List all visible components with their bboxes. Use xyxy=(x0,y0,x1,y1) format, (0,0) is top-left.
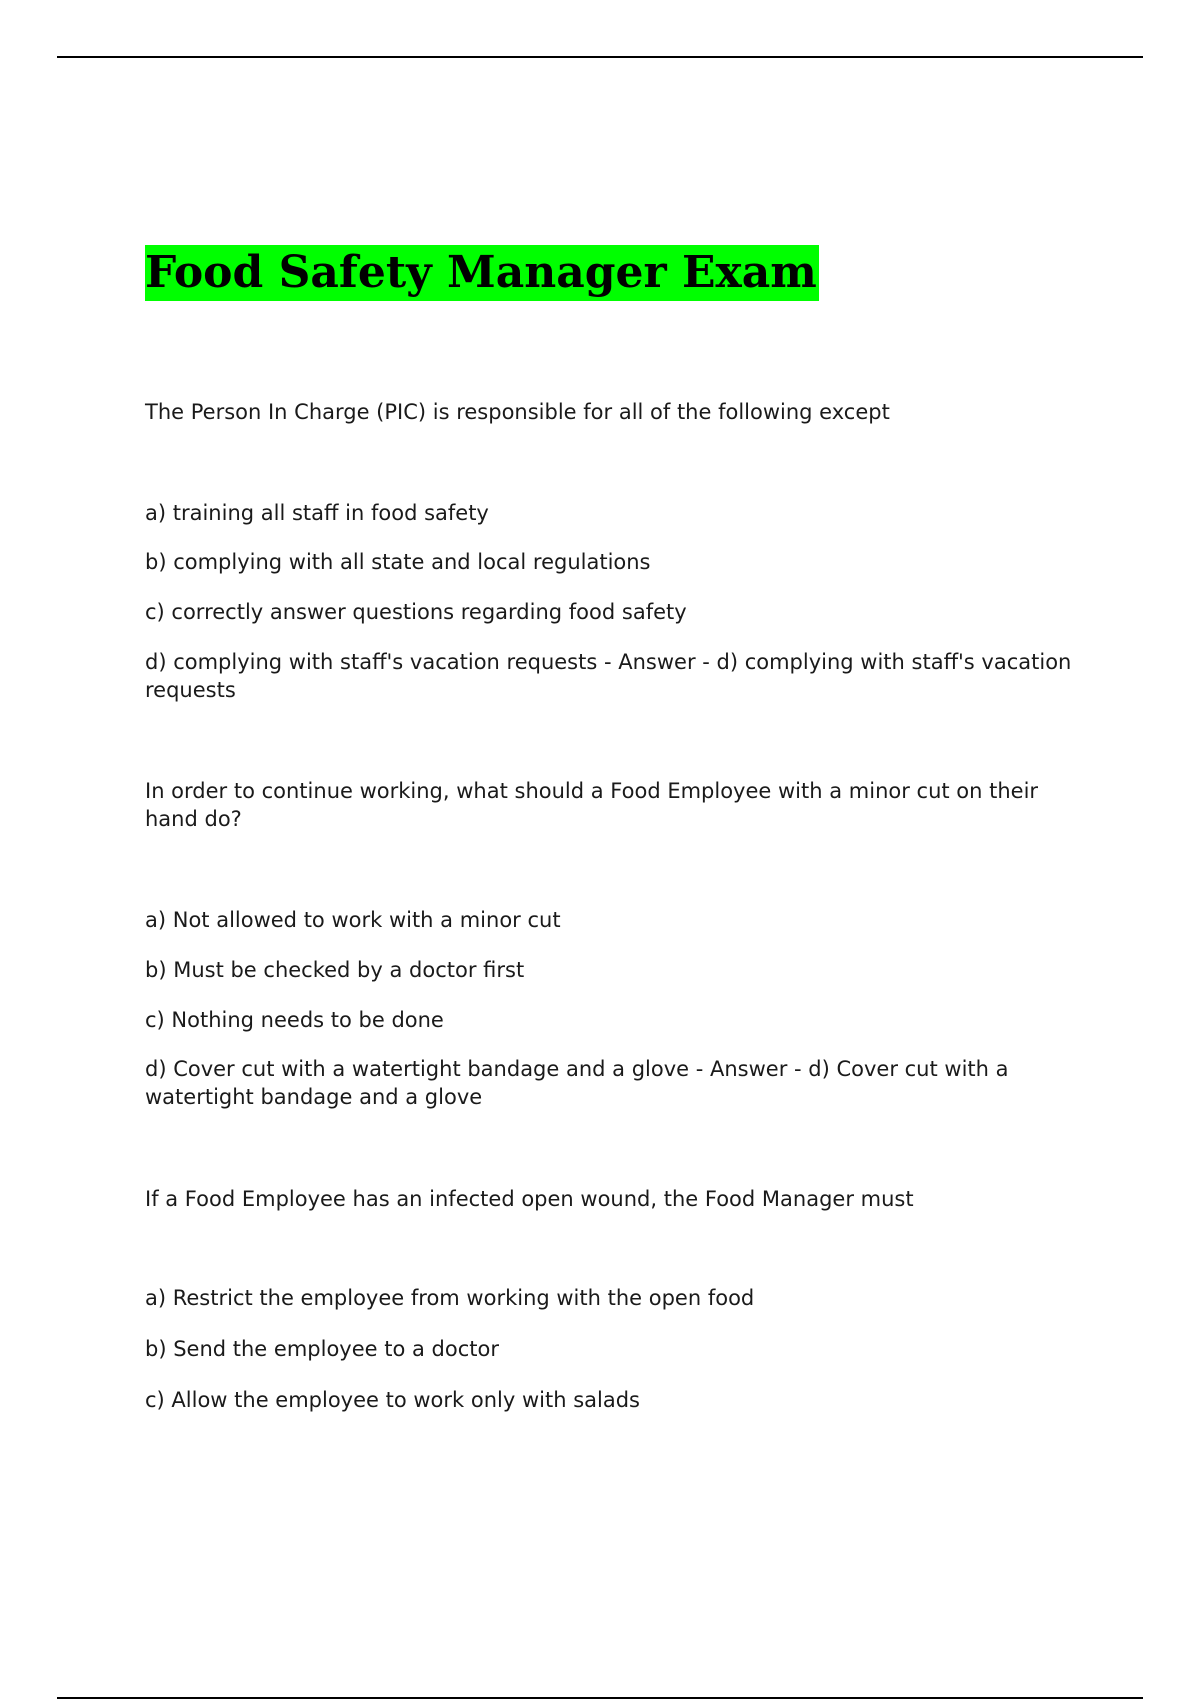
question-2-option-c: c) Nothing needs to be done xyxy=(145,1008,444,1032)
question-1-option-a: a) training all staff in food safety xyxy=(145,501,489,525)
question-2-option-a: a) Not allowed to work with a minor cut xyxy=(145,908,561,932)
question-3-option-a: a) Restrict the employee from working with the open food xyxy=(145,1286,755,1310)
question-1-option-d-answer: d) complying with staff's vacation requests - Answer - d) complying with staff's vacation requests xyxy=(145,650,1072,702)
question-3-option-c: c) Allow the employee to work only with salads xyxy=(145,1388,640,1412)
question-2-option-b: b) Must be checked by a doctor first xyxy=(145,958,525,982)
document-title: Food Safety Manager Exam xyxy=(145,245,819,301)
top-rule xyxy=(57,56,1143,58)
question-3-option-b: b) Send the employee to a doctor xyxy=(145,1337,499,1361)
question-1-option-b: b) complying with all state and local regulations xyxy=(145,550,651,574)
question-2-prompt: In order to continue working, what should a Food Employee with a minor cut on their hand do? xyxy=(145,779,1039,831)
bottom-rule xyxy=(57,1697,1143,1699)
question-1-option-c: c) correctly answer questions regarding food safety xyxy=(145,600,687,624)
question-2-option-d-answer: d) Cover cut with a watertight bandage and a glove - Answer - d) Cover cut with a watertight bandage and a glove xyxy=(145,1057,1009,1109)
question-1-prompt: The Person In Charge (PIC) is responsible for all of the following except xyxy=(145,400,890,424)
question-3-prompt: If a Food Employee has an infected open wound, the Food Manager must xyxy=(145,1187,914,1211)
